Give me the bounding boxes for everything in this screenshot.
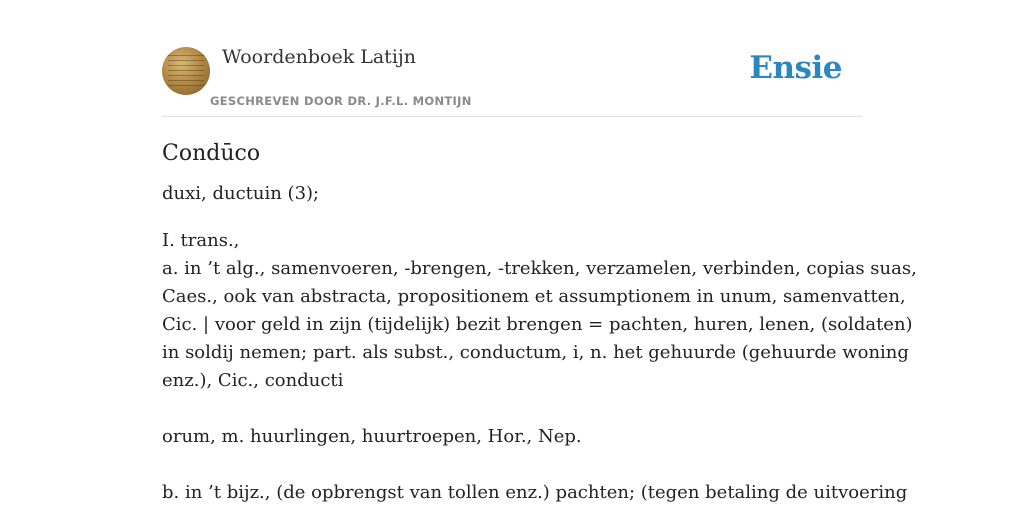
entry-content [162, 117, 917, 507]
brand-logo[interactable]: Ensie [749, 50, 842, 86]
entry-definition [162, 227, 917, 507]
site-title[interactable]: Woordenboek Latijn [222, 46, 417, 68]
definition-line: orum, m. huurlingen, huurtroepen, Hor., Nep. [162, 426, 582, 447]
definition-line: Cic. | voor geld in zijn (tijdelijk) bezit brengen = pachten, huren, lenen, (soldaten) [162, 314, 913, 335]
paragraph-gap [162, 451, 862, 479]
definition-line: enz.), Cic., conducti [162, 370, 344, 391]
paragraph-gap [162, 395, 862, 423]
page [162, 0, 917, 507]
definition-line: b. in ’t bijz., (de opbrengst van tollen enz.) pachten; (tegen betaling de uitvoering [162, 482, 908, 503]
definition-line: I. trans., [162, 230, 240, 251]
definition-line: in soldij nemen; part. als subst., conductum, i, n. het gehuurde (gehuurde woning [162, 342, 909, 363]
author-byline[interactable]: GESCHREVEN DOOR DR. J.F.L. MONTIJN [210, 94, 472, 108]
author-avatar[interactable] [162, 47, 210, 95]
site-header [162, 0, 862, 117]
coin-inscription-icon [168, 55, 204, 87]
entry-forms: duxi, ductuin (3); [162, 183, 320, 204]
definition-line: a. in ’t alg., samenvoeren, -brengen, -trekken, verzamelen, verbinden, copias suas, [162, 258, 917, 279]
entry-headword: Condūco [162, 141, 261, 166]
definition-line: Caes., ook van abstracta, propositionem et assumptionem in unum, samenvatten, [162, 286, 906, 307]
